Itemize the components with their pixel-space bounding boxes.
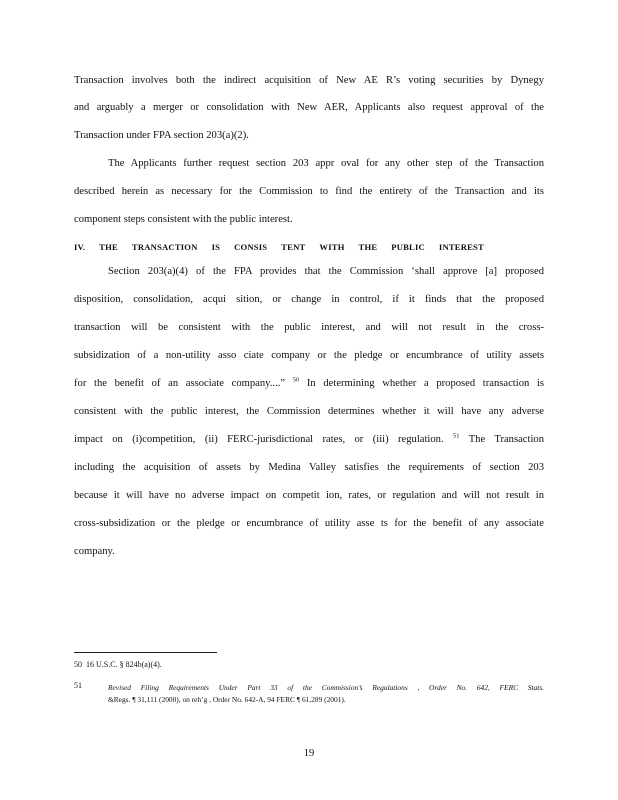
heading-word: TRANSACTION <box>131 242 198 252</box>
footnote-text: &Regs. ¶ 31,111 (2000), on reh’g , Order No. 642-A, 94 FERC ¶ 61,289 (2001). <box>108 695 346 704</box>
body-text-line: component steps consistent with the public interest. <box>74 214 293 225</box>
body-text-line: company. <box>74 546 115 557</box>
footnote-reference[interactable]: 51 <box>452 432 460 440</box>
page-number: 19 <box>303 748 315 759</box>
body-text-segment: The Transaction <box>468 434 544 445</box>
body-text-line: The Applicants further request section 203 appr oval for any other step of the Transaction <box>108 158 544 169</box>
body-text-line: Transaction under FPA section 203(a)(2). <box>74 130 249 141</box>
body-text-line: Section 203(a)(4) of the FPA provides that the Commission ‘shall approve [a] proposed <box>108 266 544 277</box>
body-text-line: Transaction involves both the indirect acquisition of New AE R’s voting securities by Dynegy <box>74 75 544 86</box>
heading-word: CONSIS <box>234 242 268 252</box>
section-number: IV. <box>74 242 86 252</box>
body-text-line: subsidization of a non-utility asso ciate company or the pledge or encumbrance of utility assets <box>74 350 544 361</box>
body-text-line: including the acquisition of assets by Medina Valley satisfies the requirements of section 203 <box>74 462 544 473</box>
body-text-line: because it will have no adverse impact on competit ion, rates, or regulation and will not result in <box>74 490 544 501</box>
body-text-segment: In determining whether a proposed transaction is <box>306 378 544 389</box>
body-text-line: transaction will be consistent with the public interest, and will not result in the cross- <box>74 322 544 333</box>
footnote-text: 16 U.S.C. § 824b(a)(4). <box>86 660 162 669</box>
footnote-reference[interactable]: 50 <box>292 376 300 384</box>
heading-word: IS <box>211 242 221 252</box>
body-text-segment: impact on (i)competition, (ii) FERC-jurisdictional rates, or (iii) regulation. <box>74 434 444 445</box>
body-text-line: cross-subsidization or the pledge or encumbrance of utility asse ts for the benefit of any associate <box>74 518 544 529</box>
footnote-number: 50 <box>74 660 82 669</box>
heading-word: TENT <box>281 242 306 252</box>
body-text-segment: for the benefit of an associate company....” <box>74 378 286 389</box>
heading-word: THE <box>358 242 378 252</box>
heading-word: PUBLIC <box>391 242 425 252</box>
footnote-text: Revised Filing Requirements Under Part 33 of the Commission’s Regulations , Order No. 642, FERC Stats. <box>108 683 544 692</box>
heading-word: INTEREST <box>438 242 484 252</box>
footnote-number: 51 <box>74 681 82 690</box>
heading-word: WITH <box>319 242 345 252</box>
body-text-line <box>74 433 544 447</box>
body-text-line: and arguably a merger or consolidation with New AER, Applicants also request approval of the <box>74 102 544 113</box>
footnote-separator <box>74 652 217 653</box>
heading-word: THE <box>99 242 118 252</box>
section-heading <box>74 242 484 252</box>
body-text-line: disposition, consolidation, acqui sition, or change in control, if it finds that the proposed <box>74 294 544 305</box>
body-text-line: consistent with the public interest, the Commission determines whether it will have any adverse <box>74 406 544 417</box>
body-text-line <box>74 377 544 391</box>
body-text-line: described herein as necessary for the Commission to find the entirety of the Transaction and its <box>74 186 544 197</box>
